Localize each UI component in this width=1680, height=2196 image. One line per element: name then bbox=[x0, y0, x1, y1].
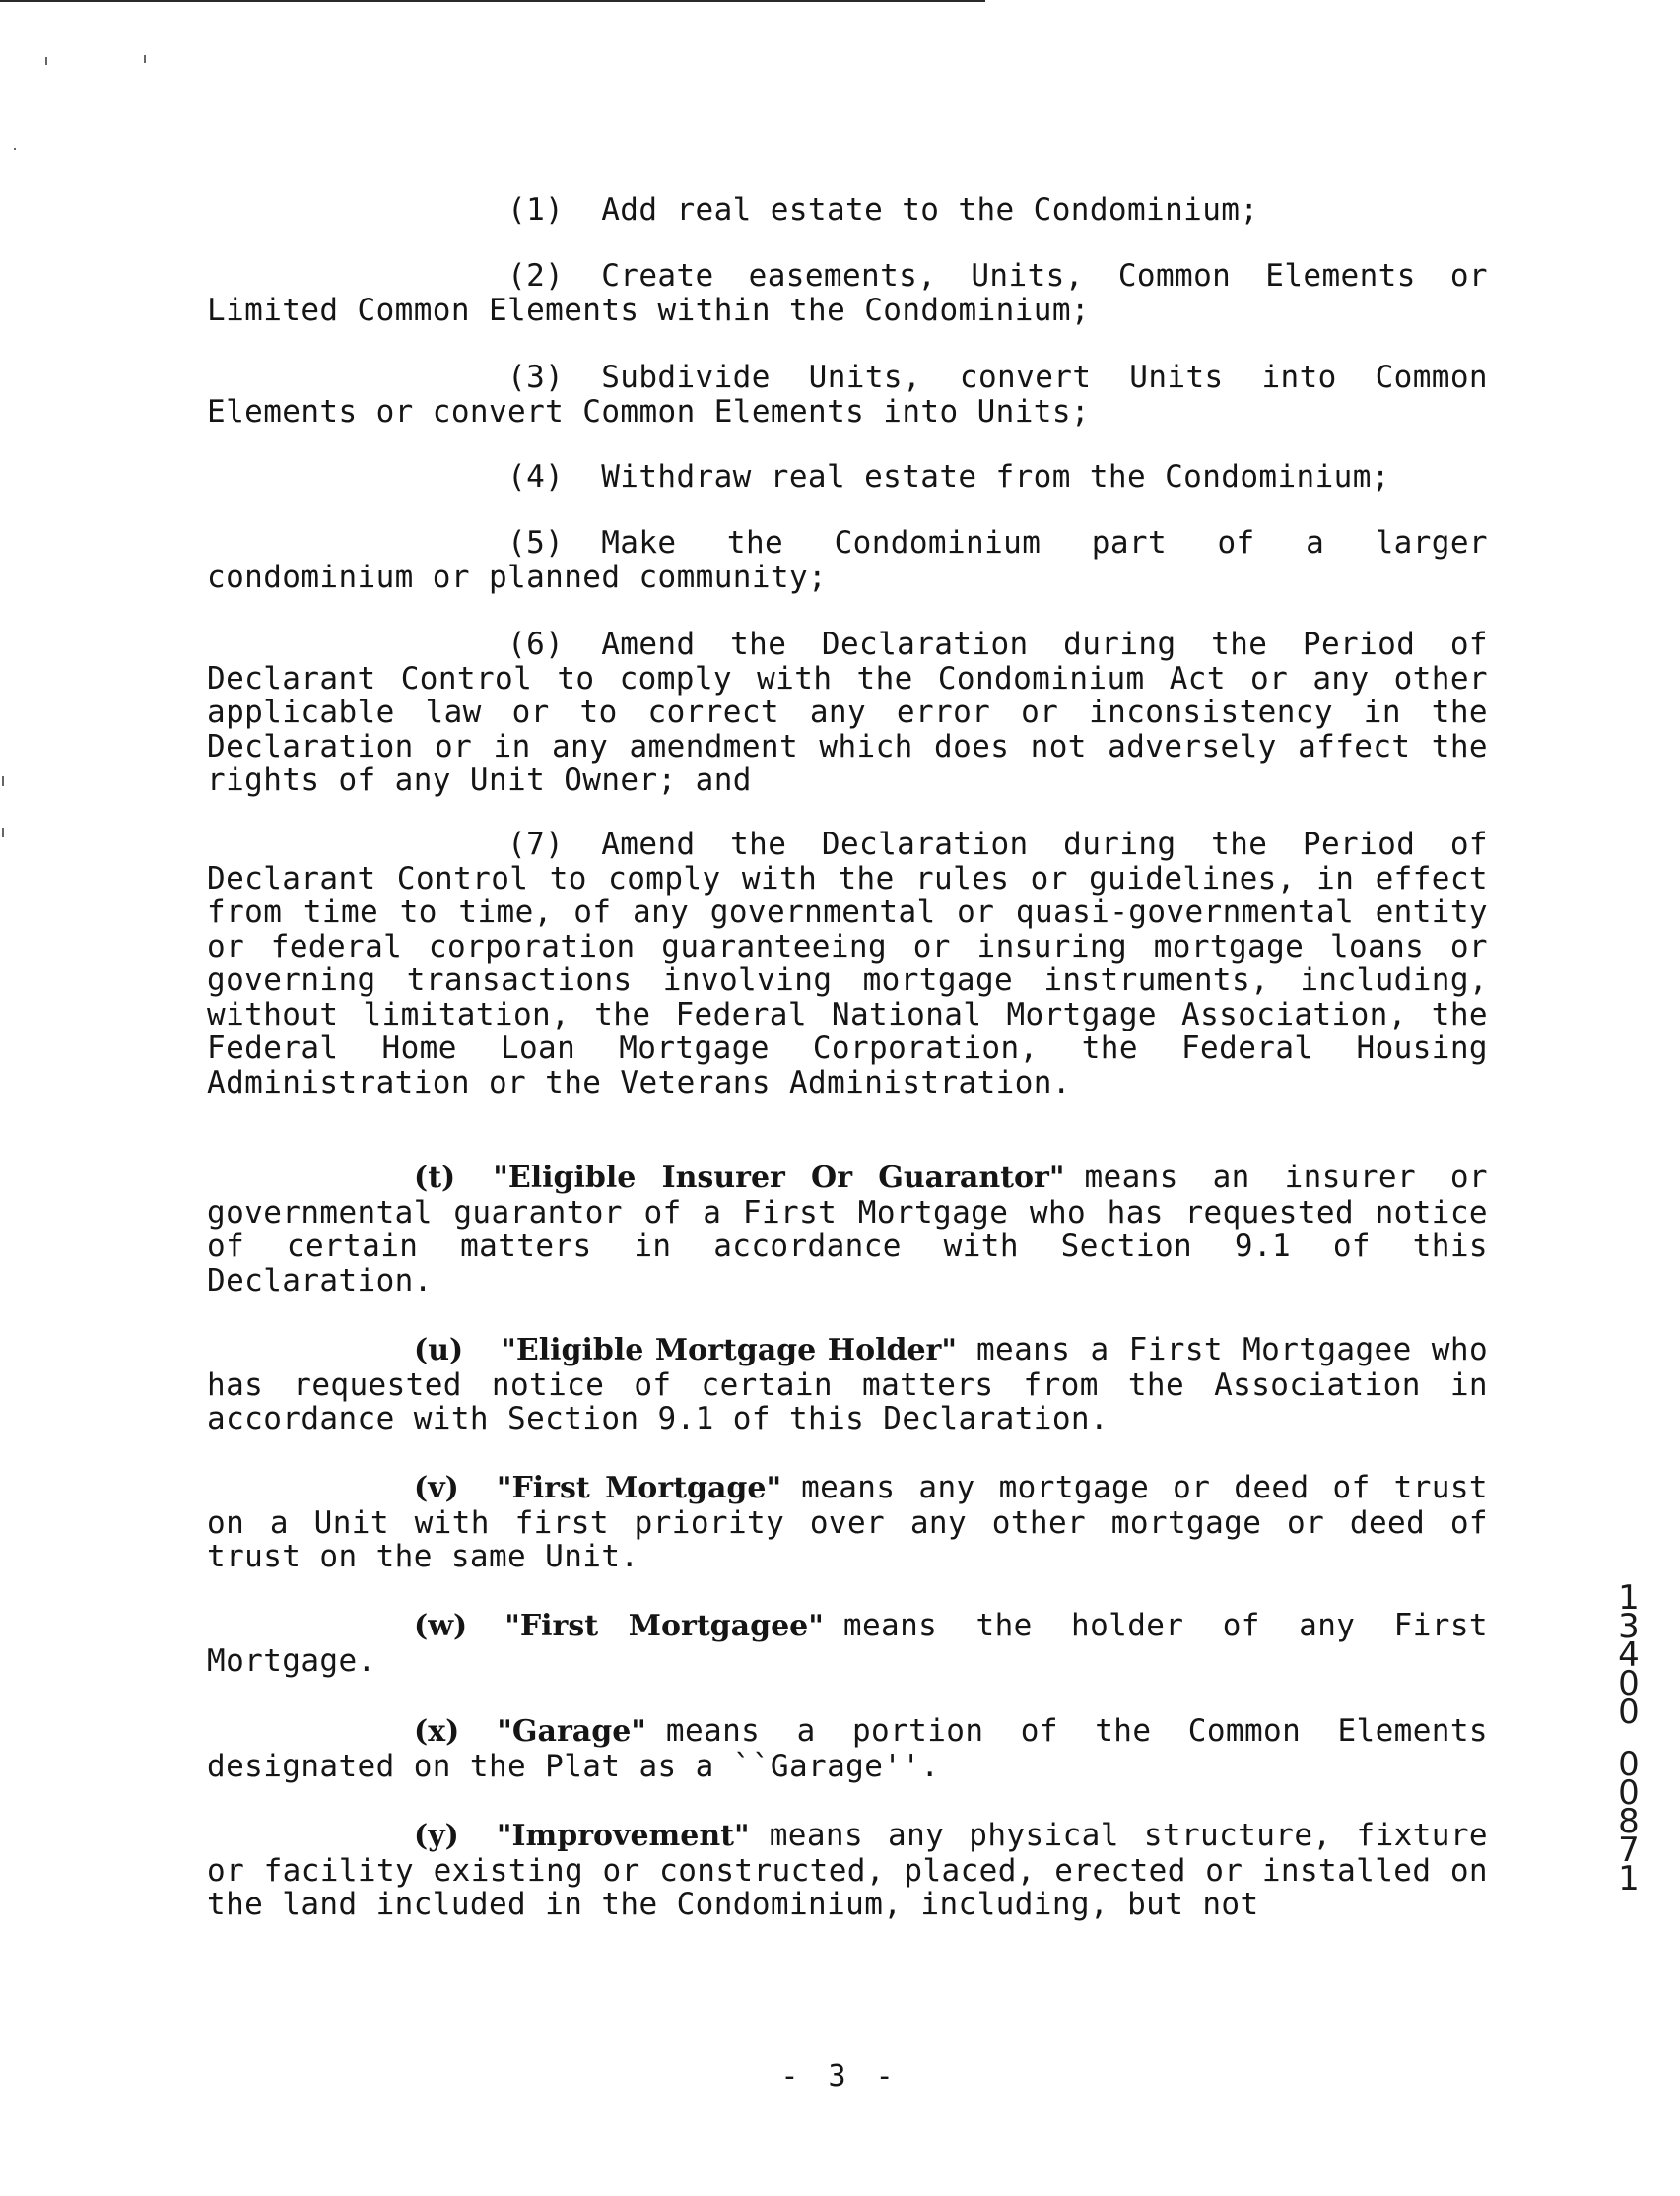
definition-text: means a First Mortgagee who has requested notice of certain matters from the Association in accordance with Section 9.1 of this Declaration. bbox=[207, 1332, 1489, 1436]
docket-digit: 7 bbox=[1618, 1830, 1640, 1870]
scan-speck bbox=[2, 828, 4, 837]
numbered-paragraph-3 bbox=[207, 361, 1488, 429]
definition-text: means any physical structure, fixture or facility existing or constructed, placed, erected or installed on the land included in the Condominium, including, but not bbox=[207, 1818, 1488, 1922]
docket-digit: 0 bbox=[1618, 1745, 1640, 1784]
definition-label: (t) bbox=[414, 1161, 456, 1195]
definition-text: means the holder of any First Mortgage. bbox=[207, 1608, 1488, 1679]
item-label: (2) bbox=[507, 258, 565, 294]
item-label: (5) bbox=[507, 525, 565, 561]
definition-label: (y) bbox=[414, 1819, 459, 1853]
docket-stamp bbox=[1604, 1578, 1653, 1898]
defined-term: "Improvement" bbox=[496, 1819, 750, 1853]
defined-term: "Eligible Insurer Or Guarantor" bbox=[493, 1161, 1065, 1195]
docket-digit: 1 bbox=[1618, 1578, 1640, 1618]
item-text: Amend the Declaration during the Period of Declarant Control to comply with the rules or guidelines, in effect from time to time, of any governmental or quasi-governmental entity or federal corporation guaranteeing or insuring mortgage loans or governing transactions involving mortgage instruments, including, without limitation, the Federal National Mortgage Association, the Federal Home Loan Mortgage Corporation, the Federal Housing Administration or the Veterans Administration. bbox=[207, 827, 1488, 1100]
defined-term: "Eligible Mortgage Holder" bbox=[501, 1333, 957, 1367]
item-text: Amend the Declaration during the Period of Declarant Control to comply with the Condominium Act or any other applicable law or to correct any error or inconsistency in the Declaration or in any amendment which does not adversely affect the rights of any Unit Owner; and bbox=[207, 627, 1488, 798]
scan-speck bbox=[14, 148, 16, 150]
docket-digit: 3 bbox=[1618, 1607, 1640, 1646]
docket-digit: 0 bbox=[1618, 1693, 1640, 1732]
numbered-paragraph-2 bbox=[207, 259, 1488, 327]
docket-digit: 4 bbox=[1618, 1635, 1640, 1675]
item-label: (6) bbox=[507, 627, 565, 662]
scan-border-line bbox=[0, 0, 985, 2]
numbered-paragraph-7 bbox=[207, 828, 1488, 1099]
definition-label: (w) bbox=[414, 1609, 468, 1643]
definition-text: means a portion of the Common Elements designated on the Plat as a ``Garage''. bbox=[207, 1713, 1488, 1784]
item-text: Subdivide Units, convert Units into Common Elements or convert Common Elements into Units; bbox=[207, 360, 1488, 430]
scan-speck bbox=[144, 55, 146, 63]
item-text: Create easements, Units, Common Elements or Limited Common Elements within the Condominium; bbox=[207, 258, 1488, 328]
definition-first-mortgage bbox=[207, 1471, 1488, 1574]
item-label: (1) bbox=[507, 192, 565, 228]
item-text: Add real estate to the Condominium; bbox=[601, 192, 1259, 228]
item-text: Withdraw real estate from the Condominium; bbox=[601, 459, 1390, 495]
item-label: (7) bbox=[507, 827, 565, 862]
item-label: (4) bbox=[507, 459, 565, 495]
docket-digit: 8 bbox=[1618, 1802, 1640, 1841]
definition-label: (u) bbox=[414, 1333, 464, 1367]
definition-eligible-insurer bbox=[207, 1161, 1488, 1298]
definition-improvement bbox=[207, 1819, 1488, 1922]
definition-first-mortgagee bbox=[207, 1609, 1488, 1678]
definition-eligible-mortgage-holder bbox=[207, 1333, 1488, 1436]
definition-text: means any mortgage or deed of trust on a Unit with first priority over any other mortgage or deed of trust on the same Unit. bbox=[207, 1470, 1488, 1574]
defined-term: "First Mortgagee" bbox=[504, 1609, 824, 1643]
item-label: (3) bbox=[507, 360, 565, 395]
definition-label: (x) bbox=[414, 1714, 460, 1749]
page-number: - 3 - bbox=[780, 2059, 900, 2094]
definition-label: (v) bbox=[414, 1471, 459, 1505]
numbered-paragraph-1 bbox=[207, 193, 1488, 228]
scan-speck bbox=[2, 776, 4, 786]
numbered-paragraph-6 bbox=[207, 628, 1488, 798]
numbered-paragraph-4 bbox=[207, 460, 1488, 495]
definition-text: means an insurer or governmental guarantor of a First Mortgage who has requested notice of certain matters in accordance with Section 9.1 of this Declaration. bbox=[207, 1160, 1488, 1298]
docket-digit: 0 bbox=[1618, 1773, 1640, 1813]
scan-speck bbox=[45, 57, 47, 65]
numbered-paragraph-5 bbox=[207, 526, 1488, 594]
item-text: Make the Condominium part of a larger condominium or planned community; bbox=[207, 525, 1488, 595]
defined-term: "First Mortgage" bbox=[496, 1471, 782, 1505]
definition-garage bbox=[207, 1714, 1488, 1783]
docket-digit: 1 bbox=[1618, 1859, 1640, 1898]
docket-digit: 0 bbox=[1618, 1664, 1640, 1703]
defined-term: "Garage" bbox=[497, 1714, 646, 1749]
